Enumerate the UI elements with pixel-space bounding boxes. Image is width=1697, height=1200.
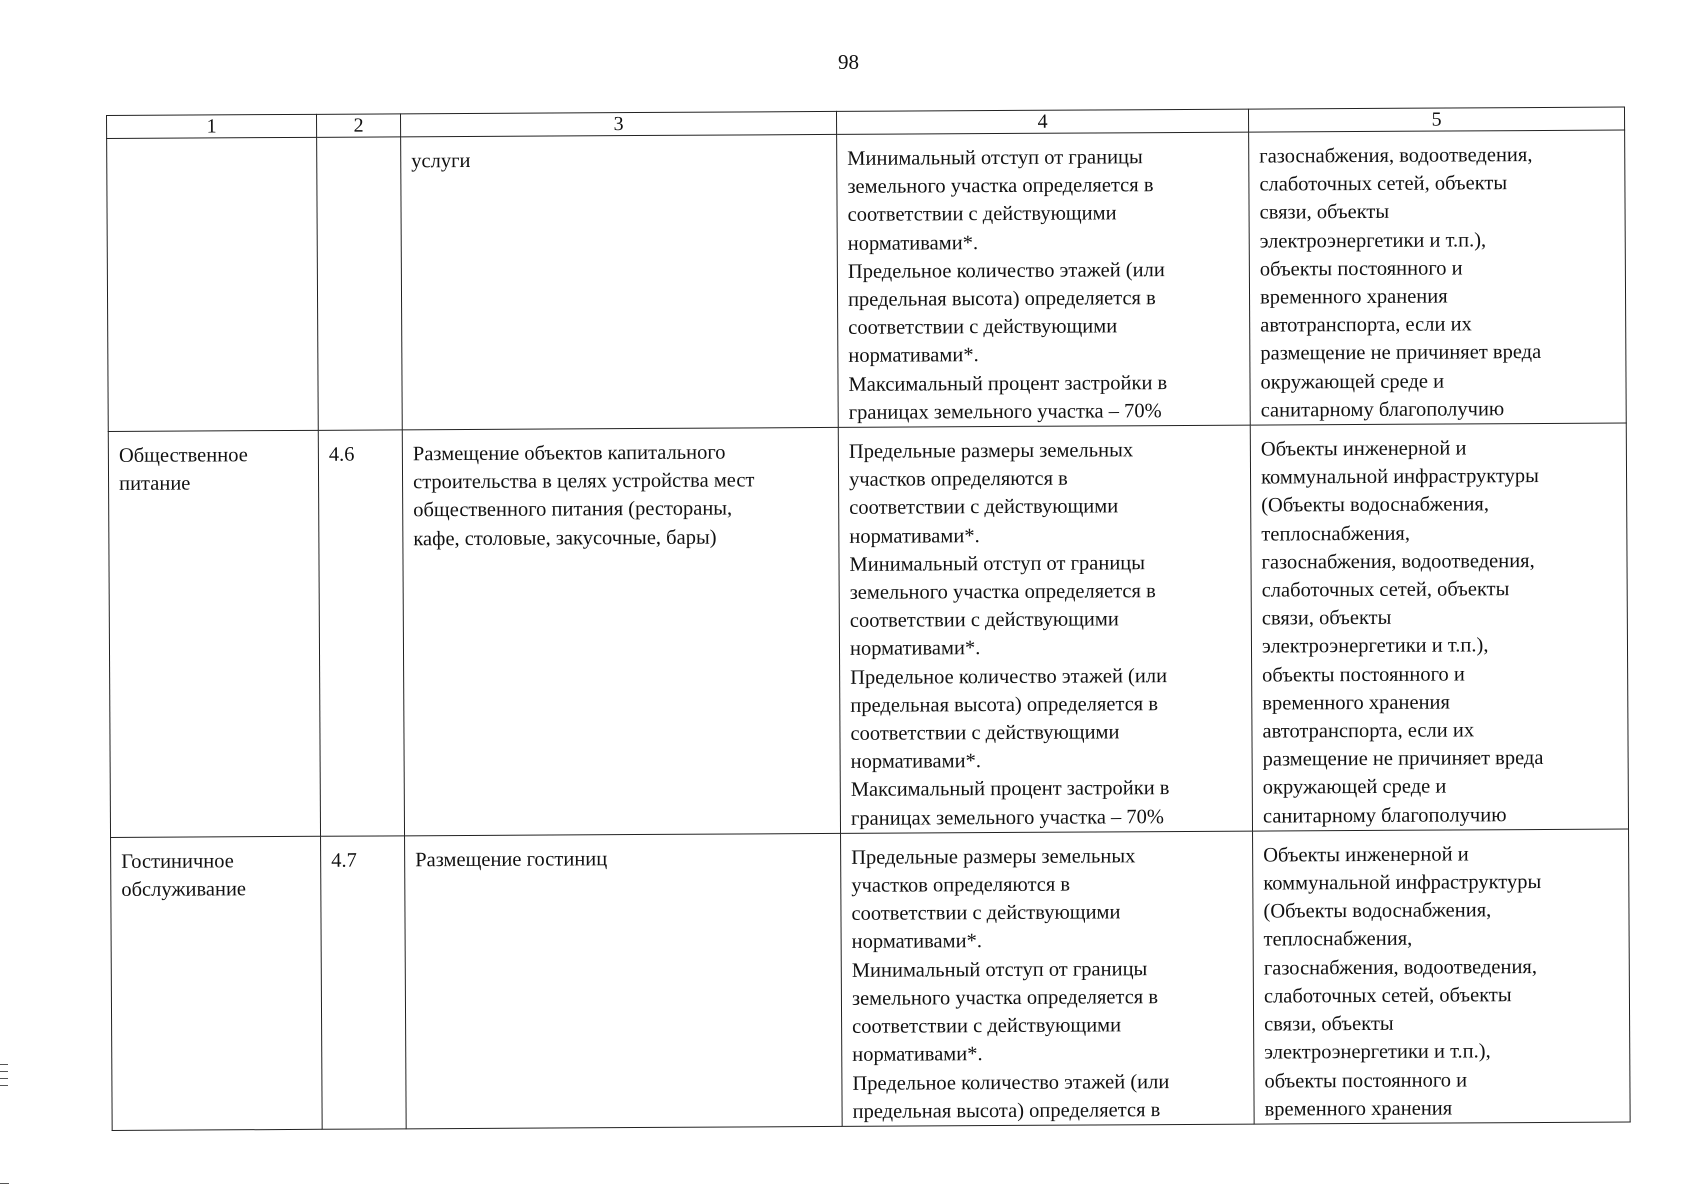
cell-line: нормативами*. — [849, 524, 980, 548]
cell-line: слаботочных сетей, объекты — [1259, 172, 1508, 196]
cell-line: Объекты инженерной и — [1263, 843, 1469, 867]
auxiliary-uses-cell — [1253, 829, 1631, 1124]
cell-line: теплоснабжения, — [1263, 928, 1413, 952]
cell-line: обслуживание — [121, 878, 247, 902]
cell-line: санитарному благополучию — [1260, 398, 1505, 422]
land-use-table — [106, 107, 1631, 1131]
cell-line: соответствии с действующими — [850, 721, 1120, 745]
cell-line: предельная высота) определяется в — [850, 692, 1159, 717]
cell-line: (Объекты водоснабжения, — [1261, 493, 1490, 517]
cell-line: нормативами*. — [852, 1043, 983, 1067]
cell-line: земельного участка определяется в — [851, 986, 1159, 1010]
cell-line: Максимальный процент застройки в — [850, 777, 1170, 802]
cell-line: нормативами*. — [848, 344, 979, 368]
cell-line: услуги — [411, 149, 471, 173]
cell-line: Размещение гостиниц — [415, 848, 608, 872]
cell-line: нормативами*. — [850, 750, 982, 774]
column-header-5: 5 — [1248, 107, 1624, 132]
cell-line: соответствии с действующими — [851, 901, 1121, 926]
use-code-cell: 4.6 — [318, 430, 404, 836]
parameters-cell — [838, 425, 1252, 833]
cell-line: предельная высота) определяется в — [852, 1098, 1161, 1123]
parameters-cell — [837, 132, 1251, 427]
cell-line: связи, объекты — [1264, 1012, 1394, 1036]
cell-line: нормативами*. — [847, 231, 979, 255]
cell-line: строительства в целях устройства мест — [412, 469, 755, 494]
use-description-cell — [402, 427, 840, 835]
cell-line: Предельное количество этажей (или — [852, 1070, 1170, 1095]
cell-line: Минимальный отступ от границы — [849, 552, 1146, 576]
cell-line: участков определяются в — [851, 873, 1071, 897]
use-code-cell: 4.7 — [321, 836, 407, 1129]
cell-line: слаботочных сетей, объекты — [1261, 578, 1510, 602]
cell-line: временного хранения — [1259, 285, 1448, 309]
cell-line: слаботочных сетей, объекты — [1263, 984, 1512, 1008]
cell-line: кафе, столовые, закусочные, бары) — [413, 526, 717, 550]
cell-line: окружающей среде и — [1260, 370, 1445, 394]
cell-line: Предельные размеры земельных — [848, 439, 1134, 463]
column-header-4: 4 — [836, 109, 1248, 134]
cell-line: нормативами*. — [851, 930, 983, 954]
cell-line: автотранспорта, если их — [1262, 719, 1475, 743]
cell-line: границах земельного участка – 70% — [848, 399, 1162, 424]
cell-line: объекты постоянного и — [1262, 663, 1465, 687]
cell-line: газоснабжения, водоотведения, — [1263, 955, 1538, 980]
auxiliary-uses-cell — [1249, 130, 1627, 425]
cell-line: временного хранения — [1264, 1097, 1453, 1121]
column-header-2: 2 — [316, 114, 400, 137]
cell-line: связи, объекты — [1261, 607, 1392, 630]
auxiliary-uses-cell — [1250, 423, 1628, 831]
cell-line: размещение не причиняет вреда — [1262, 747, 1544, 771]
cell-line: теплоснабжения, — [1261, 522, 1411, 546]
cell-line: общественного питания (рестораны, — [413, 497, 733, 522]
cell-line: размещение не причиняет вреда — [1260, 341, 1542, 365]
use-name-cell — [111, 836, 323, 1130]
cell-line: нормативами*. — [849, 637, 981, 661]
table-row — [107, 130, 1627, 432]
cell-line: земельного участка определяется в — [847, 174, 1154, 199]
cell-line: связи, объекты — [1259, 201, 1390, 224]
cell-line: предельная высота) определяется в — [847, 287, 1156, 311]
cell-line: газоснабжения, водоотведения, — [1259, 144, 1533, 168]
use-description-cell — [401, 134, 839, 429]
cell-line: коммунальной инфраструктуры — [1260, 465, 1539, 489]
cell-line: электроэнергетики и т.п.), — [1264, 1040, 1491, 1064]
cell-line: Предельное количество этажей (или — [847, 258, 1165, 283]
cell-line: объекты постоянного и — [1264, 1068, 1468, 1093]
scan-margin-marks — [0, 1064, 8, 1092]
cell-line: временного хранения — [1262, 691, 1450, 715]
cell-line: земельного участка определяется в — [849, 580, 1156, 604]
table-row — [108, 423, 1628, 837]
use-description-cell — [405, 833, 843, 1128]
cell-line: Гостиничное — [121, 850, 234, 873]
cell-line: (Объекты водоснабжения, — [1263, 899, 1492, 923]
parameters-cell — [841, 831, 1255, 1126]
cell-line: соответствии с действующими — [849, 495, 1119, 520]
cell-line: газоснабжения, водоотведения, — [1261, 549, 1535, 574]
cell-line: границах земельного участка – 70% — [850, 805, 1165, 830]
cell-line: электроэнергетики и т.п.), — [1259, 228, 1487, 253]
use-name-cell — [108, 430, 320, 837]
cell-line: соответствии с действующими — [852, 1014, 1122, 1038]
cell-line: окружающей среде и — [1262, 775, 1447, 800]
cell-line: Минимальный отступ от границы — [851, 957, 1148, 982]
cell-line: соответствии с действующими — [847, 202, 1117, 227]
cell-line: Максимальный процент застройки в — [848, 371, 1168, 396]
cell-line: автотранспорта, если их — [1260, 313, 1472, 337]
cell-line: объекты постоянного и — [1259, 257, 1463, 281]
scan-margin-mark — [0, 1183, 9, 1184]
column-header-1: 1 — [107, 114, 317, 138]
cell-line: соответствии с действующими — [849, 608, 1119, 633]
cell-line: коммунальной инфраструктуры — [1263, 871, 1542, 895]
cell-line: санитарному благополучию — [1262, 803, 1507, 828]
cell-line: участков определяются в — [848, 467, 1068, 492]
cell-line: питание — [119, 472, 191, 496]
cell-line: Предельное количество этажей (или — [850, 664, 1168, 689]
cell-line: соответствии с действующими — [848, 315, 1118, 340]
cell-line: Размещение объектов капитального — [412, 441, 726, 466]
page-number: 98 — [838, 50, 859, 74]
cell-line: Минимальный отступ от границы — [847, 146, 1143, 170]
cell-line: Общественное — [118, 444, 248, 467]
use-code-cell — [317, 137, 403, 430]
table-row — [111, 829, 1631, 1131]
cell-line: электроэнергетики и т.п.), — [1261, 634, 1489, 659]
cell-line: Предельные размеры земельных — [851, 845, 1136, 869]
column-header-3: 3 — [400, 111, 836, 136]
cell-line: Объекты инженерной и — [1260, 437, 1467, 461]
use-name-cell — [107, 137, 319, 431]
